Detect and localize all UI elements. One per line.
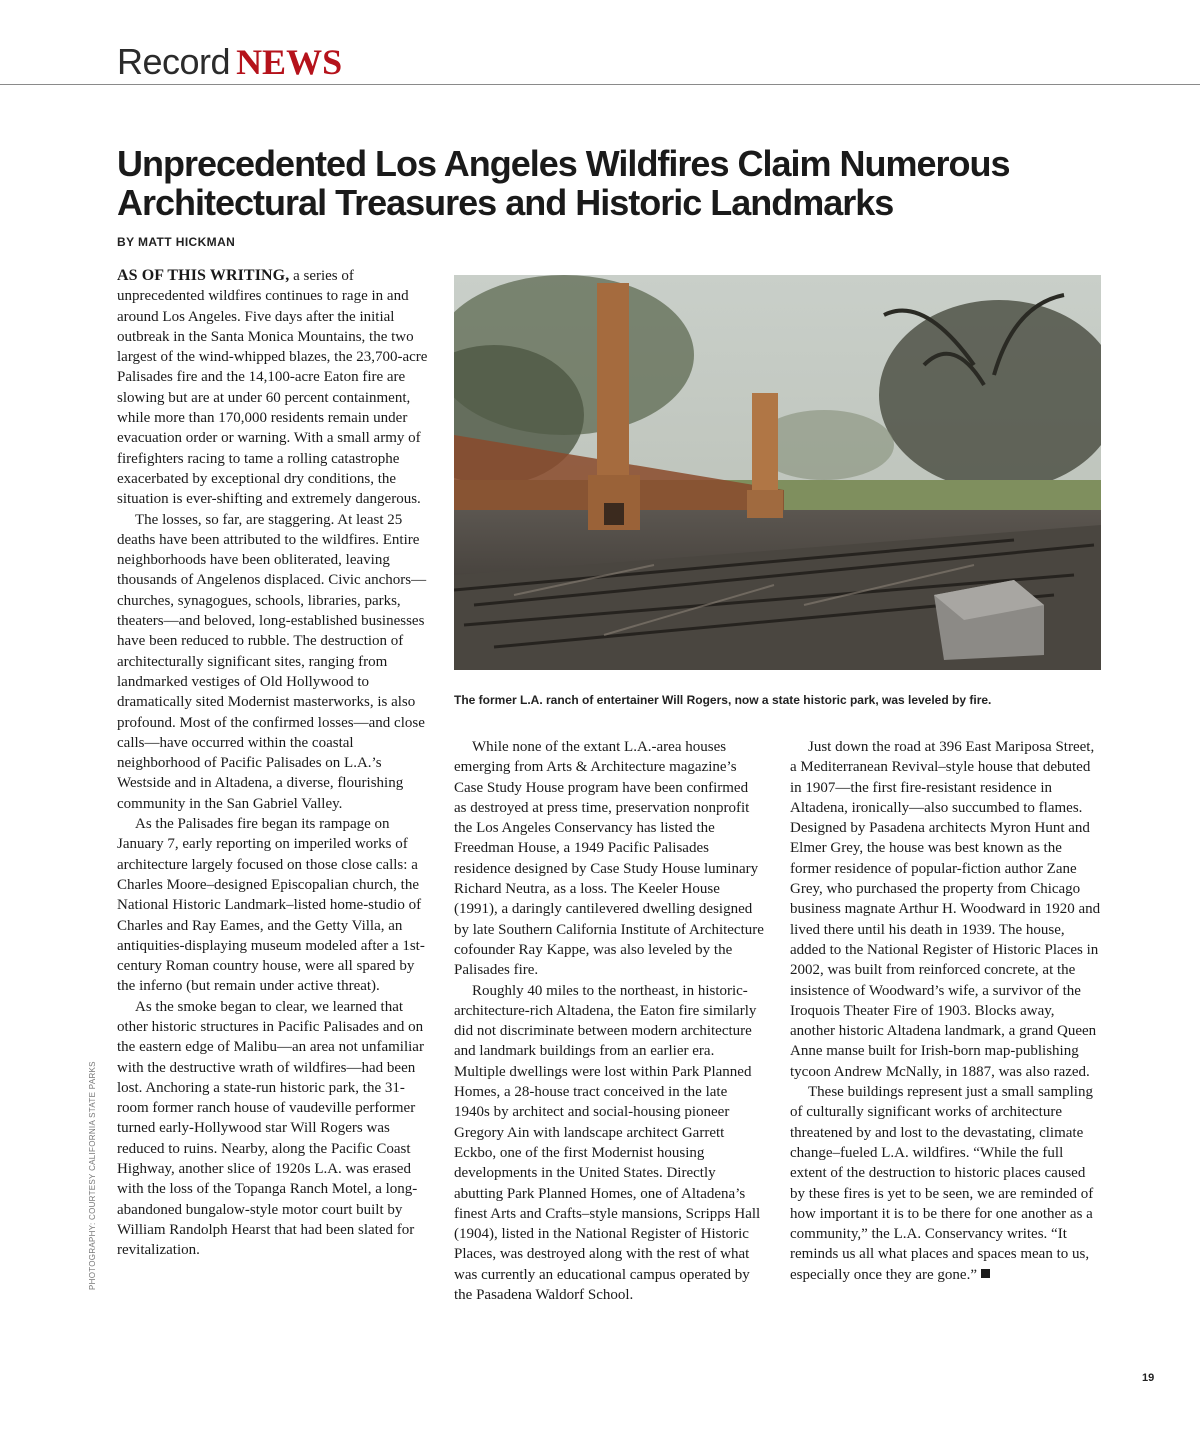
- lead-in: AS OF THIS WRITING,: [117, 267, 290, 284]
- paragraph: As the Palisades fire began its rampage on January 7, early reporting on imperiled works of architecture largely focused on those close calls: a Charles Moore–designed Episcopalian church, the National Historic Landmark–listed home-studio of Charles and Ray Eames, and the Getty Villa, an antiquities-displaying museum modeled after a 1st-century Roman country house, were all spared by the inferno (but remain under active threat).: [117, 816, 425, 995]
- article-photo: [454, 275, 1101, 670]
- paragraph: As the smoke began to clear, we learned that other historic structures in Pacific Palisades and on the eastern edge of Malibu—an area not unfamiliar with the destructive wrath of wildfires—had been lost. Anchoring a state-run historic park, the 31-room former ranch house of vaudeville performer turned early-Hollywood star Will Rogers was reduced to ruins. Nearby, along the Pacific Coast Highway, another slice of 1920s L.A. was erased with the loss of the Topanga Ranch Motel, a long-abandoned bungalow-style motor court built by William Randolph Hearst that had been slated for revitalization.: [117, 998, 424, 1259]
- text-column-1: [117, 266, 429, 1261]
- masthead-rule: [0, 84, 1200, 85]
- photo-caption: The former L.A. ranch of entertainer Will Rogers, now a state historic park, was leveled by fire.: [454, 693, 992, 707]
- masthead-news: NEWS: [236, 42, 343, 82]
- ranch-ruins-photo: [454, 275, 1101, 670]
- text-column-2: [454, 737, 764, 1305]
- headline-line-2: Architectural Treasures and Historic Landmarks: [117, 182, 894, 223]
- masthead-record: Record: [117, 41, 231, 82]
- paragraph-text: These buildings represent just a small sampling of culturally significant works of architecture threatened by and lost to the devastating, climate change–fueled L.A. wildfires. “While the full extent of the destruction to historic places caused by these fires is yet to be seen, we are reminded of how important it is to be there for one another as a community,” the L.A. Conservancy writes. “It reminds us all what places and spaces mean to us, especially once they are gone.”: [790, 1084, 1094, 1283]
- paragraph: The losses, so far, are staggering. At least 25 deaths have been attributed to the wildfires. Entire neighborhoods have been obliterated, leaving thousands of Angelenos displaced. Civic anchors—churches, synagogues, schools, libraries, parks, theaters—and beloved, long-established businesses have been reduced to rubble. The destruction of architecturally significant sites, ranging from landmarked vestiges of Old Hollywood to dramatically sited Modernist masterworks, is also profound. Most of the confirmed losses—and close calls—have occurred within the coastal neighborhood of Pacific Palisades on L.A.’s Westside and in Altadena, a diverse, flourishing community in the San Gabriel Valley.: [117, 511, 427, 812]
- paragraph: [117, 266, 429, 510]
- byline: BY MATT HICKMAN: [117, 235, 236, 249]
- paragraph-text: a series of unprecedented wildfires continues to rage in and around Los Angeles. Five days after the initial outbreak in the Santa Monica Mountains, the two largest of the wind-whipped blazes, the 23,700-acre Palisades fire and the 14,100-acre Eaton fire are slowing but are at under 60 percent containment, while more than 170,000 residents remain under evacuation order or warning. With a small army of firefighters racing to tame a rolling catastrophe exacerbated by exceptional dry conditions, the situation is ever-shifting and extremely dangerous.: [117, 268, 428, 508]
- headline-line-1: Unprecedented Los Angeles Wildfires Claim Numerous: [117, 143, 1010, 184]
- end-mark-icon: [981, 1269, 990, 1278]
- paragraph: Roughly 40 miles to the northeast, in historic-architecture-rich Altadena, the Eaton fire similarly did not discriminate between modern architecture and landmark buildings from an earlier era. Multiple dwellings were lost within Park Planned Homes, a 28-house tract conceived in the late 1940s by architect and social-housing pioneer Gregory Ain with landscape architect Garrett Eckbo, one of the first Modernist housing developments in the United States. Directly abutting Park Planned Homes, one of Altadena’s finest Arts and Crafts–style mansions, Scripps Hall (1904), listed in the National Register of Historic Places, was destroyed along with the rest of what was currently an educational campus operated by the Pasadena Waldorf School.: [454, 982, 761, 1304]
- article-headline: [117, 144, 1077, 222]
- paragraph: Just down the road at 396 East Mariposa Street, a Mediterranean Revival–style house that debuted in 1907—the first fire-resistant residence in Altadena, ironically—also succumbed to flames. Designed by Pasadena architects Myron Hunt and Elmer Grey, the house was best known as the former residence of popular-fiction author Zane Grey, who purchased the property from Chicago business magnate Arthur H. Woodward in 1920 and lived there until his death in 1939. The house, added to the National Register of Historic Places in 2002, was built from reinforced concrete, at the insistence of Woodward’s wife, a survivor of the Iroquois Theater Fire of 1903. Blocks away, another historic Altadena landmark, a grand Queen Anne manse built for Irish-born map-publishing tycoon Andrew McNally, in 1887, was also razed.: [790, 739, 1101, 1080]
- page-number: 19: [1142, 1372, 1155, 1384]
- paragraph: [790, 1082, 1102, 1285]
- text-column-3: [790, 737, 1102, 1285]
- photo-credit: PHOTOGRAPHY: COURTESY CALIFORNIA STATE PARKS: [88, 1061, 97, 1290]
- paragraph: While none of the extant L.A.-area houses emerging from Arts & Architecture magazine’s Case Study House program have been confirmed as destroyed at press time, preservation nonprofit the Los Angeles Conservancy has listed the Freedman House, a 1949 Pacific Palisades residence designed by Case Study House luminary Richard Neutra, as a loss. The Keeler House (1991), a daringly cantilevered dwelling designed by late Southern California Institute of Architecture cofounder Ray Kappe, was also leveled by the Palisades fire.: [454, 739, 764, 979]
- section-masthead: [117, 40, 342, 84]
